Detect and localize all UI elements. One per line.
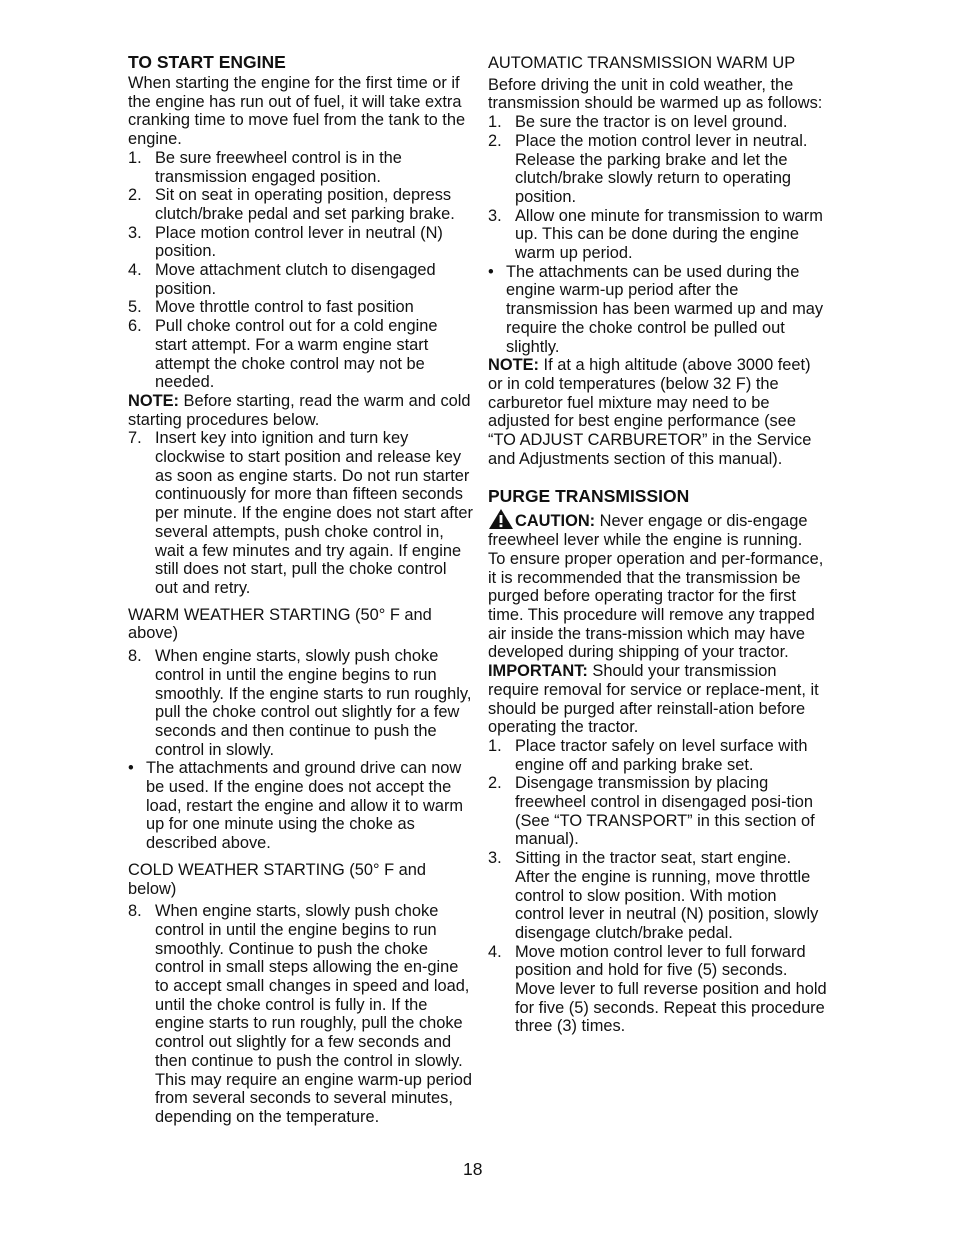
bullet-text: The attachments and ground drive can now be used. If the engine does not accept the load, restart the engine and allow it to warm up for one minute using the choke as described above. [146, 759, 464, 853]
step-text: When engine starts, slowly push choke control in until the engine begins to run smoothly. If the engine starts to run roughly, pull the choke control out slightly for a few seconds and then continue to push the control in slowly. [155, 647, 472, 759]
step-number: 5. [128, 298, 142, 317]
step-number: 2. [488, 131, 502, 150]
warmup-bullets [488, 263, 828, 357]
bullet-text: The attachments can be used during the engine warm-up period after the transmission has been warmed up and may require the choke control be pulled out slightly. [506, 262, 824, 356]
list-item [488, 943, 828, 1037]
note-text: If at a high altitude (above 3000 feet) or in cold temperatures (below 32 F) the carburetor fuel mixture may need to be adjusted for best engine performance (see “TO ADJUST CARBURETOR” in the Service and Adjustments section of this manual). [488, 356, 812, 468]
note-text: Before starting, read the warm and cold starting procedures below. [128, 391, 471, 429]
list-item [128, 261, 473, 298]
caution-notice [488, 508, 828, 549]
list-item [128, 317, 473, 392]
start-engine-steps [128, 149, 473, 392]
start-engine-step-7 [128, 429, 473, 597]
purge-steps [488, 737, 828, 1036]
list-item [488, 263, 828, 357]
step-number: 2. [128, 186, 142, 205]
list-item [128, 224, 473, 261]
cold-weather-heading: COLD WEATHER STARTING (50° F and below) [128, 860, 426, 898]
list-item [488, 849, 828, 943]
step-text: Place the motion control lever in neutral. Release the parking brake and let the clutch/brake slowly return to operating position. [515, 131, 808, 206]
step-text: Move attachment clutch to disengaged position. [155, 261, 436, 298]
warm-weather-steps [128, 647, 473, 759]
step-number: 7. [128, 429, 142, 448]
right-column [488, 52, 828, 1036]
important-label: IMPORTANT: [488, 662, 588, 681]
list-item [128, 429, 473, 597]
step-number: 1. [128, 148, 142, 167]
step-text: Allow one minute for transmission to warm up. This can be done during the engine warm up period. [515, 206, 823, 263]
list-item [488, 737, 828, 774]
section-title-purge-transmission: PURGE TRANSMISSION [488, 486, 690, 507]
purge-intro: To ensure proper operation and per-formance, it is recommended that the transmission be purged before operating tractor for the first time. This procedure will remove any trapped air inside the trans-mission which may have developed during shipping of your tractor. [488, 549, 824, 662]
start-engine-note [128, 392, 473, 429]
altitude-note [488, 356, 828, 468]
step-number: 3. [488, 849, 502, 868]
warm-weather-bullets [128, 759, 473, 853]
step-number: 4. [488, 942, 502, 961]
warmup-heading: AUTOMATIC TRANSMISSION WARM UP [488, 54, 796, 72]
step-text: When engine starts, slowly push choke control in until the engine begins to run smoothly. Continue to push the choke control in small steps allowing the en-gine to accept small changes in speed and load, until the choke control is fully in. If the engine starts to run roughly, pull the choke control out slightly for a few seconds and then continue to push the control in slowly. This may require an engine warm-up period from several seconds to several minutes, depending on the temperature. [155, 902, 473, 1126]
step-number: 8. [128, 647, 142, 666]
step-text: Place motion control lever in neutral (N) position. [155, 223, 443, 261]
list-item [128, 759, 473, 853]
step-number: 8. [128, 902, 142, 921]
note-label: NOTE: [488, 356, 539, 375]
list-item [488, 113, 828, 132]
list-item [488, 774, 828, 849]
step-number: 2. [488, 774, 502, 793]
step-number: 1. [488, 736, 502, 755]
list-item [128, 647, 473, 759]
section-title-start-engine: TO START ENGINE [128, 52, 286, 72]
left-column [128, 52, 473, 1127]
warm-weather-heading: WARM WEATHER STARTING (50° F and above) [128, 605, 432, 643]
list-item [488, 207, 828, 263]
list-item [488, 132, 828, 207]
step-text: Be sure the tractor is on level ground. [515, 113, 788, 132]
step-number: 3. [128, 223, 142, 242]
warmup-intro: Before driving the unit in cold weather, the transmission should be warmed up as follows: [488, 75, 823, 113]
step-text: Sitting in the tractor seat, start engine. After the engine is running, move throttle control to slow position. With motion control lever in neutral (N) position, slowly disengage clutch/brake pedal. [515, 849, 819, 942]
note-label: NOTE: [128, 391, 179, 410]
bullet-mark: • [488, 262, 494, 281]
bullet-mark: • [128, 759, 134, 778]
step-text: Move throttle control to fast position [155, 298, 414, 317]
start-engine-intro: When starting the engine for the first time or if the engine has run out of fuel, it will take extra cranking time to move fuel from the tank to the engine. [128, 74, 466, 149]
step-number: 6. [128, 317, 142, 336]
step-text: Disengage transmission by placing freewheel control in disengaged posi-tion (See “TO TRANSPORT” in this section of manual). [515, 774, 815, 849]
step-text: Sit on seat in operating position, depress clutch/brake pedal and set parking brake. [155, 186, 455, 223]
step-text: Pull choke control out for a cold engine start attempt. For a warm engine start attempt the choke control may not be needed. [155, 317, 438, 392]
step-number: 1. [488, 113, 502, 132]
caution-text: Never engage or dis-engage freewheel lever while the engine is running. [488, 512, 808, 550]
list-item [128, 149, 473, 186]
step-text: Move motion control lever to full forward position and hold for five (5) seconds. Move lever to full reverse position and hold for five (5) seconds. Repeat this procedure three (3) times. [515, 942, 827, 1036]
warmup-steps [488, 113, 828, 263]
list-item [128, 298, 473, 317]
caution-label: CAUTION: [515, 512, 596, 531]
warning-triangle-icon [488, 508, 514, 530]
important-notice [488, 662, 828, 737]
cold-weather-steps [128, 902, 473, 1126]
list-item [128, 186, 473, 223]
step-text: Be sure freewheel control is in the transmission engaged position. [155, 148, 402, 186]
step-number: 4. [128, 261, 142, 280]
list-item [128, 902, 473, 1126]
step-text: Insert key into ignition and turn key clockwise to start position and release key as soon as engine starts. Do not run starter continuously for more than fifteen seconds per minute. If the engine does not start after several attempts, push choke control in, wait a few minutes and try again. If engine still does not start, pull the choke control out and retry. [155, 429, 473, 597]
step-text: Place tractor safely on level surface with engine off and parking brake set. [515, 736, 808, 774]
page-number: 18 [463, 1159, 483, 1179]
important-text: Should your transmission require removal for service or replace-ment, it should be purged after reinstall-ation before operating the tractor. [488, 662, 819, 737]
step-number: 3. [488, 206, 502, 225]
